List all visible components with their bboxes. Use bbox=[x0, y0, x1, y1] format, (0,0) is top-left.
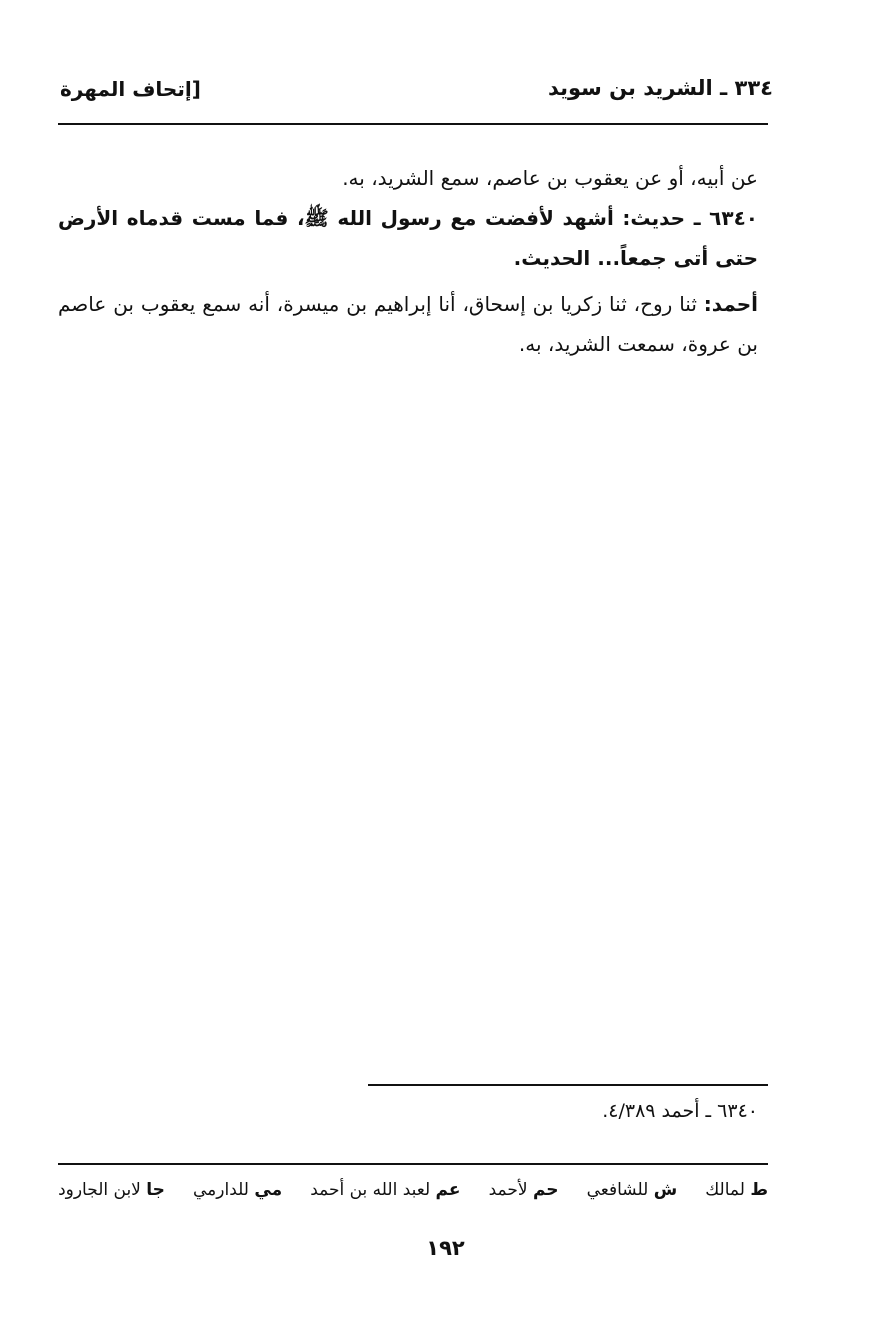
legend-item: ط لمالك bbox=[705, 1180, 768, 1200]
footnote: ٦٣٤٠ ـ أحمد ٤/٣٨٩. bbox=[602, 1100, 758, 1122]
legend-item: عم لعبد الله بن أحمد bbox=[310, 1180, 461, 1200]
hadith-paragraph: ٦٣٤٠ ـ حديث: أشهد لأفضت مع رسول الله ﷺ، فما مست قدماه الأرض حتى أتى جمعاً... الحديث. bbox=[58, 206, 758, 270]
legend-rule bbox=[58, 1163, 768, 1165]
legend-item: حم لأحمد bbox=[488, 1180, 559, 1200]
footnote-rule bbox=[368, 1084, 768, 1086]
continuation-paragraph: عن أبيه، أو عن يعقوب بن عاصم، سمع الشريد، به. bbox=[342, 166, 758, 190]
book-title: [إتحاف المهرة bbox=[60, 77, 201, 101]
chapter-heading: ٣٣٤ ـ الشريد بن سويد bbox=[547, 76, 773, 100]
page-number: ١٩٢ bbox=[426, 1236, 465, 1260]
source-paragraph bbox=[58, 284, 758, 364]
source-name: أحمد: bbox=[703, 292, 759, 316]
source-chain: ثنا روح، ثنا زكريا بن إسحاق، أنا إبراهيم بن ميسرة، أنه سمع يعقوب بن عاصم بن عروة، سمعت الشريد، به. bbox=[58, 292, 758, 356]
legend-item: مي للدارمي bbox=[193, 1180, 283, 1200]
header-rule bbox=[58, 123, 768, 125]
main-text bbox=[58, 158, 758, 364]
legend-item: جا لابن الجارود bbox=[58, 1180, 165, 1200]
legend-item: ش للشافعي bbox=[586, 1180, 678, 1200]
abbreviation-legend bbox=[58, 1180, 768, 1200]
